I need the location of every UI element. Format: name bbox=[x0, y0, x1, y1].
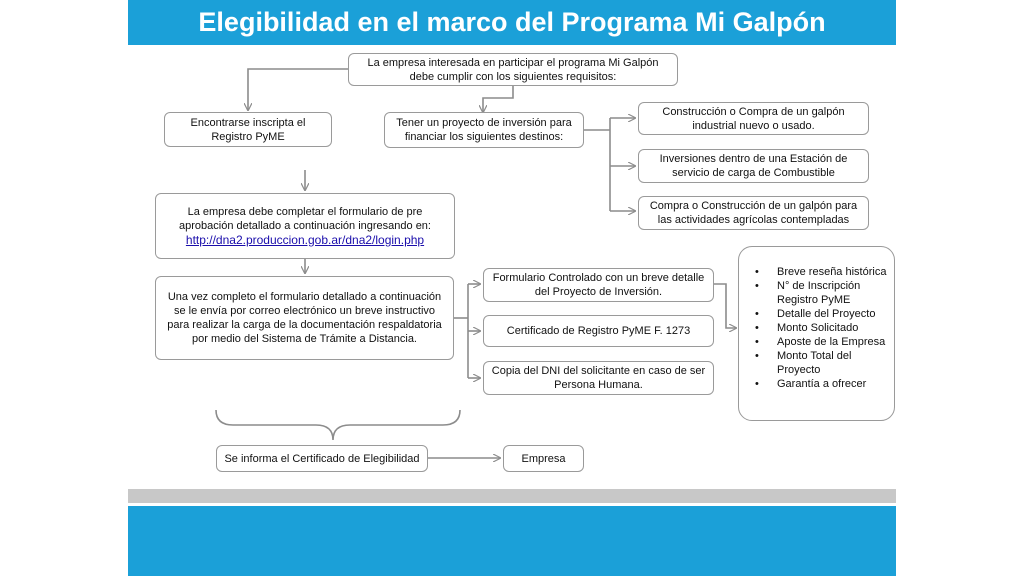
proyecto-text: Tener un proyecto de inversión para financiar los siguientes destinos: bbox=[396, 117, 572, 143]
list-item: • Aposte de la Empresa bbox=[753, 335, 893, 349]
list-item: • Breve reseña histórica bbox=[753, 265, 893, 279]
destino3-box bbox=[638, 196, 869, 230]
envio-text: Una vez completo el formulario detallado a continuación se le envía por correo electrónico un breve instructivo para realizar la carga de la documentación respaldatoria por medio del Sistema de Trámite a Distancia. bbox=[167, 291, 442, 345]
certificado-box bbox=[216, 445, 428, 472]
destino2-box bbox=[638, 149, 869, 183]
list-item: • Garantía a ofrecer bbox=[753, 377, 893, 391]
empresa-box bbox=[503, 445, 584, 472]
destino2-text: Inversiones dentro de una Estación de servicio de carga de Combustible bbox=[659, 153, 848, 179]
intro-box bbox=[348, 53, 678, 86]
detail-list-box bbox=[738, 246, 895, 421]
formulario-link[interactable]: http://dna2.produccion.gob.ar/dna2/login.php bbox=[185, 232, 425, 247]
intro-text: La empresa interesada en participar el programa Mi Galpón debe cumplir con los siguientes requisitos: bbox=[367, 56, 659, 83]
footer-gray-bar bbox=[128, 489, 896, 503]
connector-intro-proyecto bbox=[483, 85, 513, 112]
doc1-box bbox=[483, 268, 714, 302]
connector-intro-registro bbox=[248, 69, 348, 110]
list-item: • N° de Inscripción Registro PyME bbox=[753, 279, 893, 307]
brace bbox=[216, 410, 460, 440]
doc2-text: Certificado de Registro PyME F. 1273 bbox=[506, 325, 691, 337]
doc3-text: Copia del DNI del solicitante en caso de ser Persona Humana. bbox=[491, 365, 706, 391]
detail-list bbox=[753, 265, 893, 391]
doc3-box bbox=[483, 361, 714, 395]
slide-title: Elegibilidad en el marco del Programa Mi Galpón bbox=[198, 7, 826, 37]
slide bbox=[128, 0, 896, 576]
list-item: • Monto Total del Proyecto bbox=[753, 349, 893, 377]
formulario-text: La empresa debe completar el formulario de pre aprobación detallado a continuación ingresando en: bbox=[179, 205, 431, 232]
proyecto-box bbox=[384, 112, 584, 148]
footer-blue-bar bbox=[128, 506, 896, 576]
list-item: • Detalle del Proyecto bbox=[753, 307, 893, 321]
doc1-text: Formulario Controlado con un breve detalle del Proyecto de Inversión. bbox=[492, 272, 705, 298]
destino3-text: Compra o Construcción de un galpón para las actividades agrícolas contempladas bbox=[649, 200, 858, 226]
formulario-box bbox=[155, 193, 455, 259]
destino1-text: Construcción o Compra de un galpón industrial nuevo o usado. bbox=[662, 105, 845, 132]
certificado-text: Se informa el Certificado de Elegibilidad bbox=[224, 452, 420, 465]
registro-text: Encontrarse inscripta el Registro PyME bbox=[190, 116, 306, 143]
list-item: • Monto Solicitado bbox=[753, 321, 893, 335]
connector-doc1-list bbox=[714, 284, 736, 328]
empresa-text: Empresa bbox=[521, 452, 566, 465]
destino1-box bbox=[638, 102, 869, 135]
envio-box bbox=[155, 276, 454, 360]
doc2-box bbox=[483, 315, 714, 347]
registro-box bbox=[164, 112, 332, 147]
